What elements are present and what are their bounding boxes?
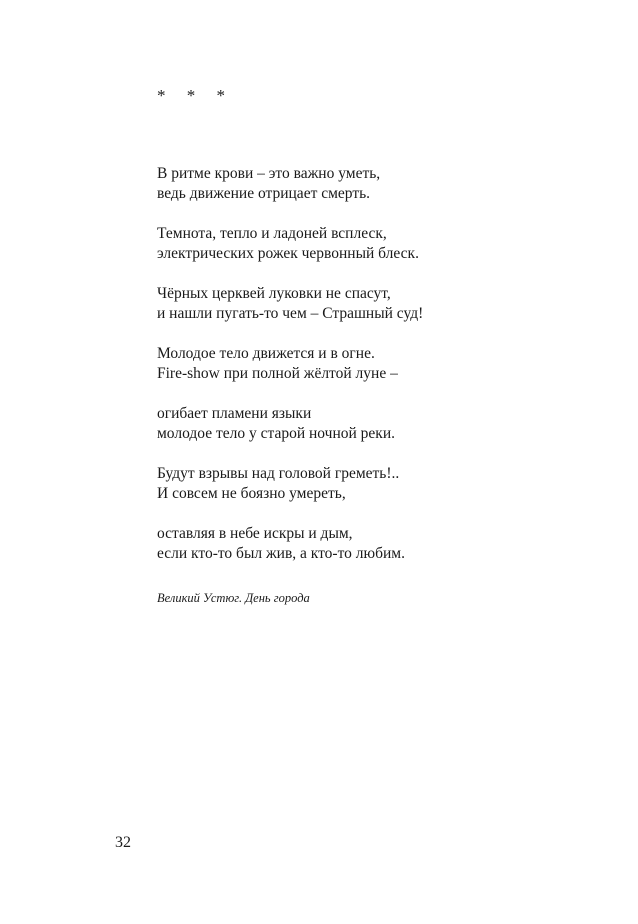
poem-line: И совсем не боязно умереть, (157, 485, 346, 502)
poem (157, 164, 577, 584)
poem-line: Будут взрывы над головой греметь!.. (157, 465, 400, 482)
stanza (157, 404, 577, 444)
poem-line: оставляя в небе искры и дым, (157, 525, 353, 542)
poem-line: Fire-show при полной жёлтой луне – (157, 365, 398, 382)
stanza (157, 164, 577, 204)
stanza (157, 344, 577, 384)
poem-line: ведь движение отрицает смерть. (157, 185, 371, 202)
poem-line: если кто-то был жив, а кто-то любим. (157, 545, 405, 562)
poem-line: огибает пламени языки (157, 405, 312, 422)
poem-line: и нашли пугать-то чем – Страшный суд! (157, 305, 424, 322)
section-separator: * * * (157, 86, 225, 105)
poem-line: В ритме крови – это важно уметь, (157, 165, 381, 182)
stanza (157, 524, 577, 564)
stanza (157, 224, 577, 264)
stanza (157, 284, 577, 324)
poem-line: Темнота, тепло и ладоней всплеск, (157, 225, 387, 242)
page-number: 32 (115, 834, 131, 851)
poem-line: молодое тело у старой ночной реки. (157, 425, 395, 442)
poem-line: электрических рожек червонный блеск. (157, 245, 419, 262)
stanza (157, 464, 577, 504)
poem-signature: Великий Устюг. День города (157, 591, 310, 605)
poem-line: Чёрных церквей луковки не спасут, (157, 285, 391, 302)
poem-line: Молодое тело движется и в огне. (157, 345, 375, 362)
